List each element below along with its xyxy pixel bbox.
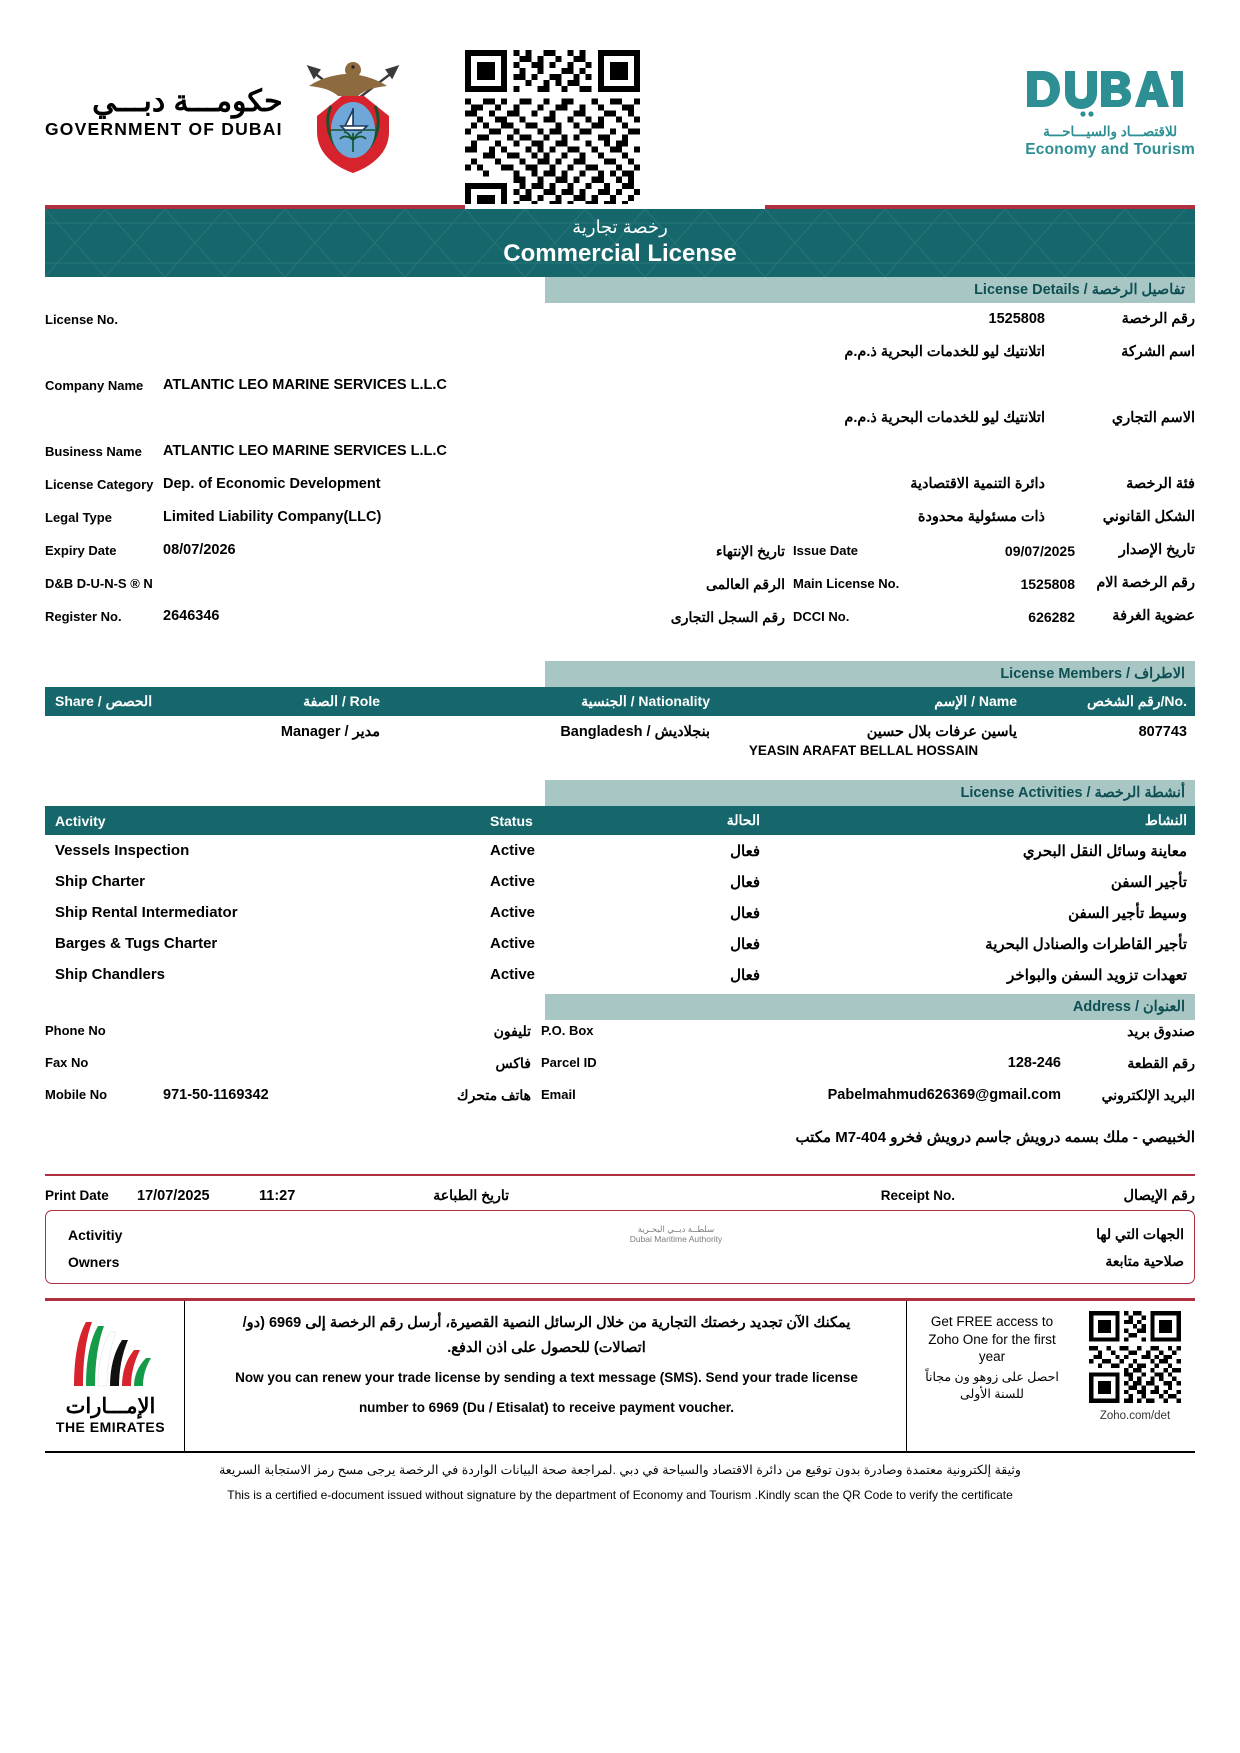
detail-row-trade-name-ar [45, 408, 1195, 441]
verification-qr-code[interactable] [465, 50, 640, 225]
expiry-date-label: Expiry Date [45, 543, 117, 558]
member-name-arabic: ياسين عرفات بلال حسين [866, 724, 1017, 740]
company-name-ar-spacer2 [163, 342, 604, 344]
status-badge-ar: فعال [730, 935, 760, 953]
activity-name-ar: معاينة وسائل النقل البحري [1022, 842, 1187, 860]
status-badge: Active [490, 966, 536, 983]
fax-no-label-ar: فاكس [495, 1055, 531, 1071]
legal-type-label-ar: الشكل القانوني [1102, 509, 1195, 525]
license-activities-section-header: أنشطة الرخصة / License Activities [545, 780, 1195, 806]
uae-emblem-icon [297, 50, 409, 175]
parcel-id-label: Parcel ID [541, 1055, 597, 1070]
maritime-authority-arabic: سلطــة دبــي البحـرية [637, 1223, 715, 1234]
license-title-banner [45, 209, 1195, 277]
print-time-value: 11:27 [259, 1187, 296, 1204]
main-license-no-label: Main License No. [793, 576, 900, 591]
mobile-no-label-ar: هاتف متحرك [457, 1087, 531, 1103]
entities-row-activity [68, 1221, 1184, 1248]
detail-row-register [45, 606, 1195, 639]
duns-value [163, 573, 665, 575]
disclaimer-english: This is a certified e-document issued without signature by the department of Economy and Tourism .Kindly scan the QR Code to verify the certificate [227, 1487, 1013, 1502]
expiry-date-value: 08/07/2026 [163, 542, 236, 558]
member-name [710, 724, 1055, 758]
legal-type-value-ar: ذات مسئولية محدودة [917, 509, 1045, 525]
table-row [45, 959, 1195, 990]
business-name-value-en: ATLANTIC LEO MARINE SERVICES L.L.C [163, 443, 447, 459]
license-title-english: Commercial License [503, 239, 737, 267]
business-name-label-en: Business Name [45, 444, 142, 459]
dcci-no-value: 626282 [1028, 609, 1075, 625]
zoho-offer-qr-code[interactable] [1089, 1311, 1181, 1403]
activity-name: Barges & Tugs Charter [55, 935, 218, 952]
entities-owners-label: Owners [68, 1253, 120, 1270]
government-name-arabic: حكومـــة دبـــي [92, 85, 283, 118]
detail-row-license-no [45, 309, 1195, 342]
license-no-value-en [163, 309, 604, 311]
register-no-label: Register No. [45, 609, 122, 624]
activity-name: Ship Chandlers [55, 966, 166, 983]
table-row [45, 835, 1195, 866]
license-activities-table-header [45, 806, 1195, 835]
member-nationality: بنجلاديش / Bangladesh [560, 724, 710, 740]
detail-row-legal-type [45, 507, 1195, 540]
members-col-share: Share / الحصص [55, 693, 153, 709]
legal-type-label-en: Legal Type [45, 510, 112, 525]
zoho-offer-arabic: احصل على زوهو ون مجاناً للسنة الأولى [925, 1369, 1059, 1401]
dcci-no-label-ar: عضوية الغرفة [1112, 608, 1195, 624]
company-name-label-ar: اسم الشركة [1121, 344, 1195, 360]
expiry-date-label-ar: تاريخ الإنتهاء [715, 543, 785, 559]
members-col-role: الصفة / Role [303, 693, 380, 709]
business-name-spacer [604, 441, 1075, 443]
company-name-en-spacer [604, 375, 1075, 377]
activities-col-status-ar: الحالة [726, 812, 760, 828]
company-name-ar-spacer [45, 342, 163, 345]
phone-no-label: Phone No [45, 1023, 106, 1038]
activities-col-activity: Activity [55, 812, 106, 829]
sms-notice-english-line1: Now you can renew your trade license by sending a text message (SMS). Send your trade license [235, 1370, 858, 1386]
zoho-offer-text [907, 1301, 1075, 1451]
members-col-name: الإسم / Name [934, 693, 1017, 709]
address-section-header: العنوان / Address [545, 994, 1195, 1020]
receipt-no-label-ar: رقم الإيصال [1123, 1187, 1195, 1204]
detail-row-business-name [45, 441, 1195, 474]
print-info-row [45, 1174, 1195, 1204]
activities-col-activity-ar: النشاط [1144, 812, 1187, 828]
license-no-label-ar: رقم الرخصة [1121, 311, 1195, 327]
po-box-label: P.O. Box [541, 1023, 594, 1038]
activity-name-ar: تأجير القاطرات والصنادل البحرية [985, 935, 1187, 953]
zoho-qr-caption: Zoho.com/det [1099, 1410, 1171, 1422]
email-label-ar: البريد الإلكتروني [1101, 1087, 1195, 1103]
entities-label-ar-line2: صلاحية متابعة [1105, 1253, 1184, 1269]
parcel-id-label-ar: رقم القطعة [1127, 1055, 1195, 1071]
table-row [45, 866, 1195, 897]
register-no-value: 2646346 [163, 608, 220, 624]
license-details-body [45, 303, 1195, 639]
document-header [0, 0, 1240, 205]
print-date-value: 17/07/2025 [137, 1187, 210, 1204]
dubai-maritime-authority-logo [368, 1225, 984, 1245]
license-members-table-header [45, 687, 1195, 716]
activities-col-status: Status [490, 812, 533, 829]
main-license-no-value: 1525808 [1020, 576, 1075, 592]
status-badge-ar: فعال [730, 873, 760, 891]
register-no-label-ar: رقم السجل التجارى [670, 609, 785, 625]
maritime-authority-english: Dubai Maritime Authority [629, 1233, 723, 1244]
dcci-no-label: DCCI No. [793, 609, 850, 624]
license-category-label-ar: فئة الرخصة [1126, 476, 1195, 492]
company-name-label-en: Company Name [45, 378, 144, 393]
sms-notice-arabic-line2: اتصالات) للحصول على اذن الدفع. [447, 1339, 646, 1356]
entities-label-ar-line1: الجهات التي لها [1096, 1226, 1184, 1242]
license-title-arabic: رخصة تجارية [572, 217, 668, 238]
status-badge: Active [490, 842, 536, 859]
activity-name: Ship Rental Intermediator [55, 904, 238, 921]
issue-date-value: 09/07/2025 [1004, 543, 1075, 559]
status-badge: Active [490, 873, 536, 890]
activity-name-ar: تأجير السفن [1110, 873, 1187, 891]
business-name-spacer2 [1075, 441, 1195, 443]
uae-flag-icon [56, 1318, 166, 1390]
legal-type-value-en: Limited Liability Company(LLC) [163, 509, 382, 525]
license-category-value-ar: دائرة التنمية الاقتصادية [910, 476, 1045, 492]
members-col-no: رقم الشخص/No. [1087, 693, 1187, 709]
email-label: Email [541, 1087, 576, 1102]
duns-label-ar: الرقم العالمى [706, 576, 785, 592]
duns-label: D&B D-U-N-S ® N [45, 576, 153, 591]
email-value: Pabelmahmud626369@gmail.com [827, 1087, 1061, 1103]
table-row [45, 897, 1195, 928]
members-col-nationality: الجنسية / Nationality [581, 693, 710, 709]
detail-row-dates [45, 540, 1195, 573]
license-category-label-en: License Category [45, 477, 154, 492]
sms-notice-english-line2: number to 6969 (Du / Etisalat) to receive payment voucher. [358, 1399, 735, 1415]
government-logo-text [45, 85, 283, 140]
activity-name: Ship Charter [55, 873, 146, 890]
trade-name-ar-spacer2 [163, 408, 604, 410]
company-name-value-en: ATLANTIC LEO MARINE SERVICES L.L.C [163, 377, 447, 393]
entities-row-owners [68, 1248, 1184, 1275]
emirates-label-english: THE EMIRATES [55, 1418, 166, 1435]
sms-notice-arabic-line1: يمكنك الآن تجديد رخصتك التجارية من خلال الرسائل النصية القصيرة، أرسل رقم الرخصة إلى 6969 (دو/ [242, 1315, 851, 1331]
physical-address-line: الخبيصي - ملك بسمه درويش جاسم درويش فخرو M7-404 مكتب [795, 1129, 1195, 1146]
member-name-latin: YEASIN ARAFAT BELLAL HOSSAIN [748, 743, 979, 758]
disclaimer-block [45, 1451, 1195, 1504]
status-badge-ar: فعال [730, 966, 760, 984]
document-footer [45, 1301, 1195, 1451]
address-row-phone [45, 1020, 1195, 1052]
dubai-economy-tourism-logo [1025, 67, 1195, 159]
license-no-label-en: License No. [45, 312, 118, 327]
license-details-section-header: تفاصيل الرخصة / License Details [545, 277, 1195, 303]
activity-name-ar: وسيط تأجير السفن [1068, 904, 1187, 922]
table-row [45, 928, 1195, 959]
member-person-no: 807743 [1138, 724, 1187, 740]
status-badge-ar: فعال [730, 904, 760, 922]
issue-date-label-ar: تاريخ الإصدار [1118, 542, 1195, 558]
entities-activity-label: Activitiy [68, 1226, 123, 1243]
uae-flag-logo [45, 1301, 185, 1451]
detail-row-license-category [45, 474, 1195, 507]
followup-entities-box [45, 1210, 1195, 1284]
license-members-section-header: الاطراف / License Members [545, 661, 1195, 687]
sms-renewal-notice [185, 1301, 907, 1451]
print-date-label: Print Date [45, 1188, 109, 1203]
activity-name: Vessels Inspection [55, 842, 190, 859]
emirates-label-arabic: الإمـــارات [65, 1394, 156, 1418]
verification-qr-container[interactable] [465, 50, 640, 225]
member-role: مدير / Manager [280, 724, 380, 740]
det-arabic-subtitle: للاقتصـــاد والسيـــاحـــة [1043, 123, 1178, 139]
member-share [45, 724, 165, 758]
address-row-mobile [45, 1084, 1195, 1116]
issue-date-label: Issue Date [793, 543, 859, 558]
po-box-label-ar: صندوق بريد [1127, 1023, 1195, 1039]
company-name-en-spacer2 [1075, 375, 1195, 377]
status-badge: Active [490, 904, 536, 921]
government-name-english: GOVERNMENT OF DUBAI [45, 119, 283, 139]
status-badge: Active [490, 935, 536, 952]
mobile-no-label: Mobile No [45, 1087, 108, 1102]
trade-name-value-ar: اتلانتيك ليو للخدمات البحرية ذ.م.م [844, 410, 1045, 426]
activity-name-ar: تعهدات تزويد السفن والبواخر [1007, 966, 1187, 984]
address-row-fax [45, 1052, 1195, 1084]
detail-row-company-name-en [45, 375, 1195, 408]
trade-name-label-ar: الاسم التجاري [1111, 410, 1195, 426]
trade-name-ar-spacer [45, 408, 163, 411]
receipt-no-label: Receipt No. [880, 1188, 955, 1203]
print-date-label-ar: تاريخ الطباعة [433, 1187, 509, 1203]
zoho-offer-english: Get FREE access to Zoho One for the first year [928, 1314, 1056, 1365]
zoho-qr-container[interactable] [1075, 1301, 1195, 1451]
parcel-id-value: 128-246 [1007, 1055, 1061, 1071]
detail-row-duns [45, 573, 1195, 606]
disclaimer-arabic: وثيقة إلكترونية معتمدة وصادرة بدون توقيع من دائرة الاقتصاد والسياحة في دبي .لمراجعة صحة البيانات الواردة في الرخصة يرجى مسح رمز الاستجابة السريعة [219, 1463, 1021, 1477]
main-license-no-label-ar: رقم الرخصة الام [1096, 575, 1195, 591]
license-category-value-en: Dep. of Economic Development [163, 476, 381, 492]
det-english-subtitle: Economy and Tourism [1025, 140, 1195, 158]
detail-row-company-name-ar [45, 342, 1195, 375]
mobile-no-value: 971-50-1169342 [163, 1087, 269, 1103]
company-name-value-ar: اتلانتيك ليو للخدمات البحرية ذ.م.م [844, 344, 1045, 360]
table-row [45, 716, 1195, 758]
status-badge-ar: فعال [730, 842, 760, 860]
fax-no-label: Fax No [45, 1055, 89, 1070]
government-of-dubai-logo [45, 50, 409, 175]
license-no-value: 1525808 [988, 311, 1045, 327]
phone-no-label-ar: تليفون [493, 1023, 531, 1039]
dubai-wordmark-icon [1025, 67, 1185, 121]
